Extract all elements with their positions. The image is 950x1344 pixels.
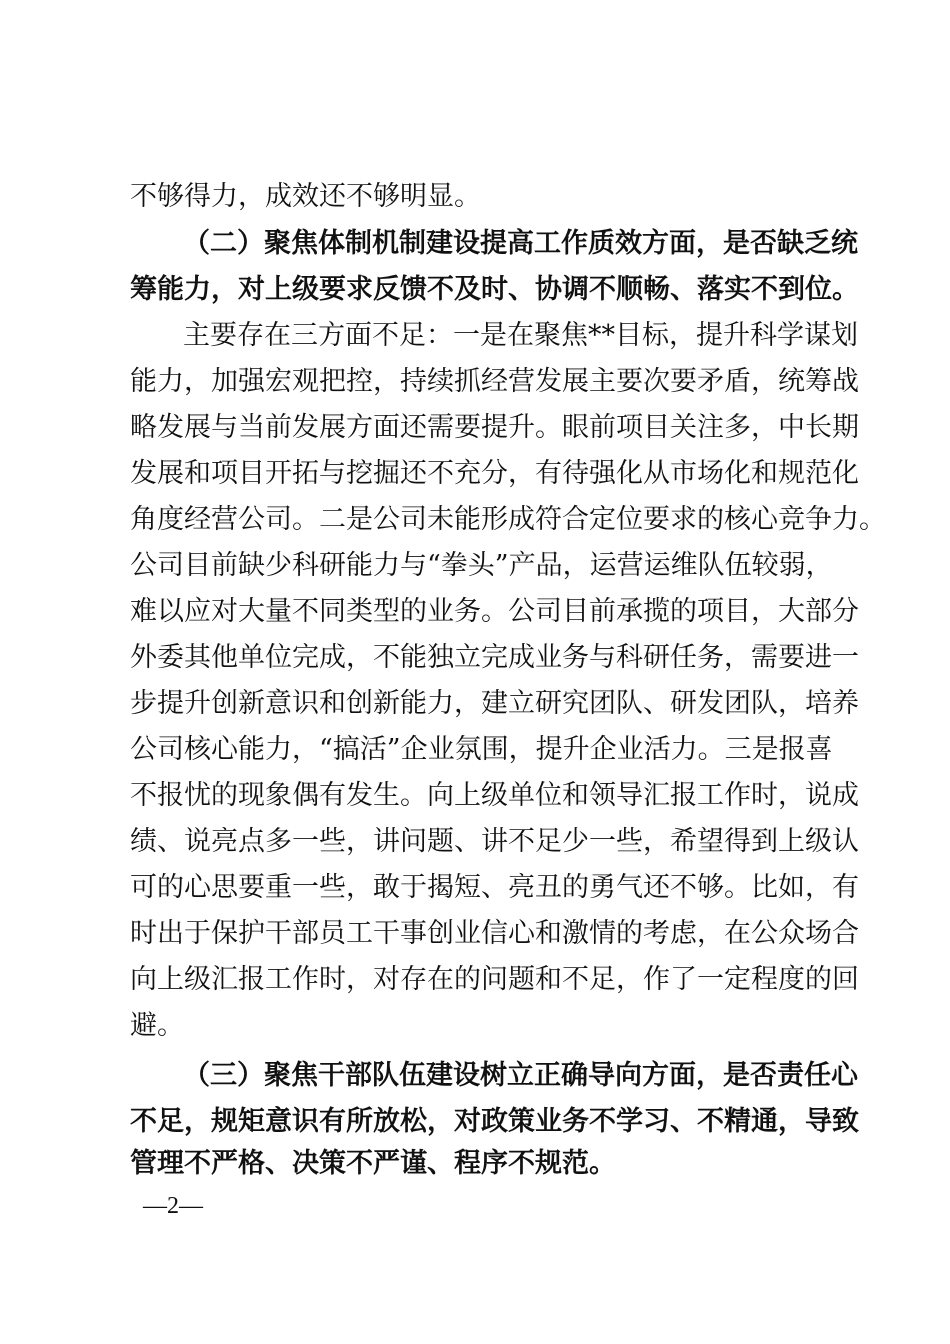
paragraph-line: 可的心思要重一些，敢于揭短、亮丑的勇气还不够。比如，有: [130, 872, 859, 903]
paragraph-line: 避。: [130, 1010, 184, 1041]
paragraph-line: 发展和项目开拓与挖掘还不充分，有待强化从市场化和规范化: [130, 458, 859, 489]
paragraph-line: 角度经营公司。二是公司未能形成符合定位要求的核心竞争力。: [130, 504, 886, 535]
text-line: 不够得力，成效还不够明显。: [130, 181, 481, 212]
paragraph-line: 不报忧的现象偶有发生。向上级单位和领导汇报工作时，说成: [130, 780, 859, 811]
page-number: —2—: [143, 1193, 203, 1219]
section-heading-line: 不足，规矩意识有所放松，对政策业务不学习、不精通，导致: [130, 1106, 859, 1137]
paragraph-line: 公司目前缺少科研能力与“拳头”产品，运营运维队伍较弱，: [130, 550, 833, 581]
section-heading-line: （三）聚焦干部队伍建设树立正确导向方面，是否责任心: [183, 1060, 858, 1091]
paragraph-line: 绩、说亮点多一些，讲问题、讲不足少一些，希望得到上级认: [130, 826, 859, 857]
paragraph-line: 步提升创新意识和创新能力，建立研究团队、研发团队，培养: [130, 688, 859, 719]
paragraph-line: 略发展与当前发展方面还需要提升。眼前项目关注多，中长期: [130, 412, 859, 443]
paragraph-line: 主要存在三方面不足：一是在聚焦**目标，提升科学谋划: [183, 320, 858, 351]
section-heading-line: 筹能力，对上级要求反馈不及时、协调不顺畅、落实不到位。: [130, 274, 859, 305]
paragraph-line: 外委其他单位完成，不能独立完成业务与科研任务，需要进一: [130, 642, 859, 673]
paragraph-line: 向上级汇报工作时，对存在的问题和不足，作了一定程度的回: [130, 964, 859, 995]
paragraph-line: 公司核心能力，“搞活”企业氛围，提升企业活力。三是报喜: [130, 734, 833, 765]
paragraph-line: 时出于保护干部员工干事创业信心和激情的考虑，在公众场合: [130, 918, 859, 949]
paragraph-line: 难以应对大量不同类型的业务。公司目前承揽的项目，大部分: [130, 596, 859, 627]
section-heading-line: （二）聚焦体制机制建设提高工作质效方面，是否缺乏统: [183, 228, 858, 259]
section-heading-line: 管理不严格、决策不严谨、程序不规范。: [130, 1148, 616, 1179]
paragraph-line: 能力，加强宏观把控，持续抓经营发展主要次要矛盾，统筹战: [130, 366, 859, 397]
